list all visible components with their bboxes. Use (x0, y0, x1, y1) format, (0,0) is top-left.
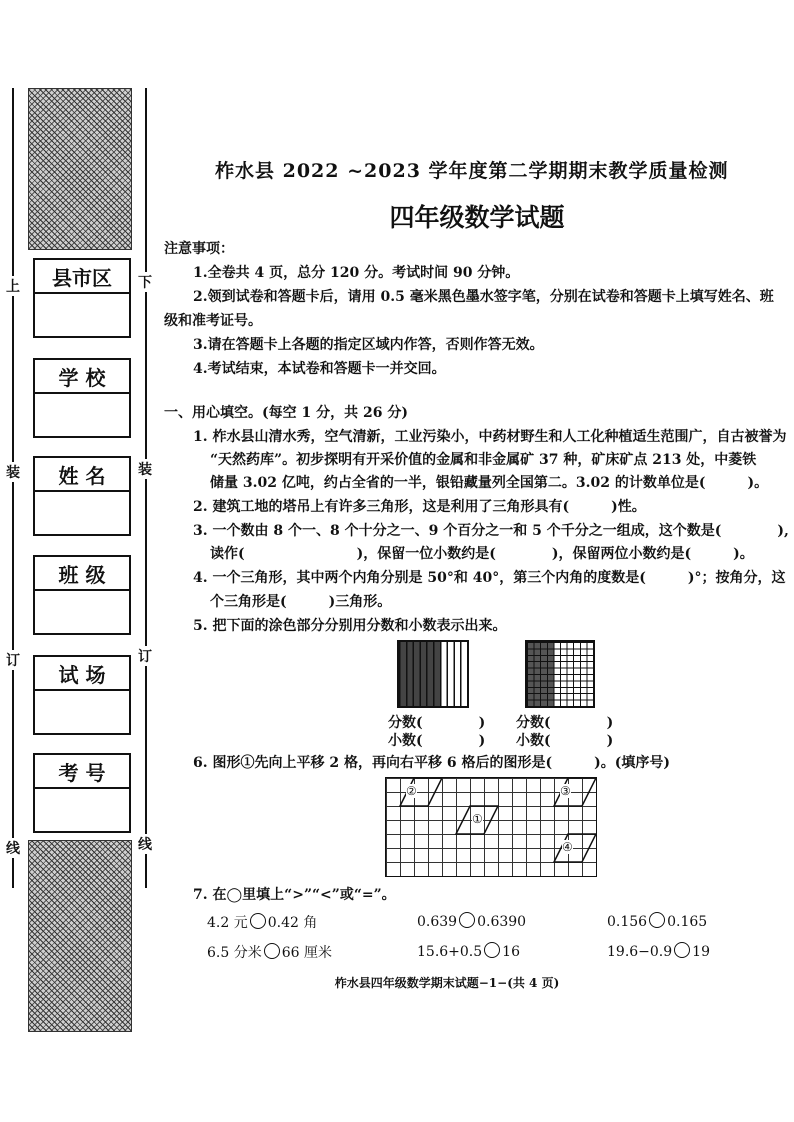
compare-right: 66 厘米 (281, 945, 332, 961)
q5-decimal-left: 小数( ) (388, 733, 486, 749)
field-class-label: 班 级 (35, 557, 129, 591)
q6-text: 6. 图形①先向上平移 2 格，再向右平移 6 格后的图形是( )。(填序号) (193, 755, 670, 771)
field-county[interactable] (33, 258, 131, 338)
field-school[interactable] (33, 358, 131, 438)
compare-item (207, 942, 332, 962)
binding-char-ding-left: 订 (6, 650, 20, 670)
q6-shape-label: ② (406, 784, 417, 798)
question-line: “天然药库”。初步探明有开采价值的金属和非金属矿 37 种，矿床矿点 213 处，中菱铁 (210, 452, 757, 468)
exam-header-title: 柞水县 2022 ~2023 学年度第二学期期末教学质量检测 (215, 160, 729, 182)
compare-left: 6.5 分米 (207, 945, 262, 961)
q5-fraction-left: 分数( ) (388, 715, 486, 731)
q5-figure-hundred-grid (525, 640, 595, 708)
question-line: 3. 一个数由 8 个一、8 个十分之一、9 个百分之一和 5 个千分之一组成，这个数是( ), (193, 523, 789, 539)
question-line: 读作( )，保留一位小数约是( )，保留两位小数约是( )。 (210, 546, 754, 562)
q6-shape-label: ① (472, 812, 483, 826)
question-line: 5. 把下面的涂色部分分别用分数和小数表示出来。 (193, 618, 507, 634)
binding-char-zhuang-left: 装 (6, 462, 20, 482)
q7-text: 7. 在◯里填上“>”“<”或“=”。 (193, 887, 396, 903)
q5-fraction-right: 分数( ) (516, 715, 614, 731)
question-line: 2. 建筑工地的塔吊上有许多三角形，这是利用了三角形具有( )性。 (193, 499, 646, 515)
compare-left: 15.6+0.5 (417, 944, 483, 960)
binding-char-xian-left: 线 (6, 838, 20, 858)
compare-right: 19 (692, 944, 710, 960)
q6-shape-label: ④ (562, 840, 573, 854)
field-exam-room-label: 试 场 (35, 657, 129, 691)
compare-item (607, 942, 710, 960)
field-exam-number-label: 考 号 (35, 755, 129, 789)
question-line: 储量 3.02 亿吨，约占全省的一半，银铅藏量列全国第二。3.02 的计数单位是( )。 (210, 475, 769, 491)
section1-heading: 一、用心填空。(每空 1 分，共 26 分) (164, 405, 408, 421)
notes-heading: 注意事项： (164, 241, 234, 257)
exam-subtitle: 四年级数学试题 (389, 203, 565, 232)
compare-left: 19.6−0.9 (607, 944, 673, 960)
q6-shape-label: ③ (560, 784, 571, 798)
q5-decimal-right: 小数( ) (516, 733, 614, 749)
compare-left: 0.156 (607, 914, 648, 930)
compare-item (417, 942, 520, 960)
binding-char-ding-right: 订 (138, 646, 152, 666)
compare-circle[interactable] (674, 942, 690, 958)
note-item: 级和准考证号。 (164, 313, 262, 329)
hatch-bottom (28, 840, 132, 1032)
note-item: 1.全卷共 4 页，总分 120 分。考试时间 90 分钟。 (193, 265, 520, 281)
field-school-label: 学 校 (35, 360, 129, 394)
binding-char-zhuang-right: 装 (138, 459, 152, 479)
field-class[interactable] (33, 555, 131, 635)
compare-circle[interactable] (649, 912, 665, 928)
compare-item (207, 912, 317, 932)
compare-left: 0.639 (417, 914, 458, 930)
q5-figure-strips (397, 640, 469, 708)
compare-right: 0.42 角 (267, 915, 318, 931)
compare-circle[interactable] (484, 942, 500, 958)
note-item: 2.领到试卷和答题卡后，请用 0.5 毫米黑色墨水签字笔，分别在试卷和答题卡上填写姓名、班 (193, 289, 774, 305)
field-exam-number[interactable] (33, 753, 131, 833)
compare-item (417, 912, 526, 930)
binding-char-xia: 下 (138, 272, 152, 292)
question-line: 1. 柞水县山清水秀，空气清新，工业污染小，中药材野生和人工化种植适生范围广，自古被誉为 (193, 429, 787, 445)
compare-circle[interactable] (250, 913, 266, 929)
field-county-label: 县市区 (35, 260, 129, 294)
field-name[interactable] (33, 456, 131, 536)
q6-grid-figure (385, 777, 597, 877)
page-footer: 柞水县四年级数学期末试题−1−(共 4 页) (334, 976, 560, 990)
binding-char-xian-right: 线 (138, 834, 152, 854)
note-item: 4.考试结束，本试卷和答题卡一并交回。 (193, 361, 446, 377)
compare-left: 4.2 元 (207, 915, 248, 931)
compare-item (607, 912, 707, 930)
compare-right: 0.6390 (477, 914, 527, 930)
compare-circle[interactable] (459, 912, 475, 928)
field-name-label: 姓 名 (35, 458, 129, 492)
compare-circle[interactable] (264, 943, 280, 959)
compare-right: 0.165 (667, 914, 708, 930)
binding-char-shang: 上 (6, 276, 20, 296)
field-exam-room[interactable] (33, 655, 131, 735)
question-line: 个三角形是( )三角形。 (210, 594, 392, 610)
binding-line-left (12, 88, 14, 888)
note-item: 3.请在答题卡上各题的指定区域内作答，否则作答无效。 (193, 337, 544, 353)
question-line: 4. 一个三角形，其中两个内角分别是 50°和 40°，第三个内角的度数是( )°；按角分，这 (193, 570, 786, 586)
compare-right: 16 (502, 944, 520, 960)
